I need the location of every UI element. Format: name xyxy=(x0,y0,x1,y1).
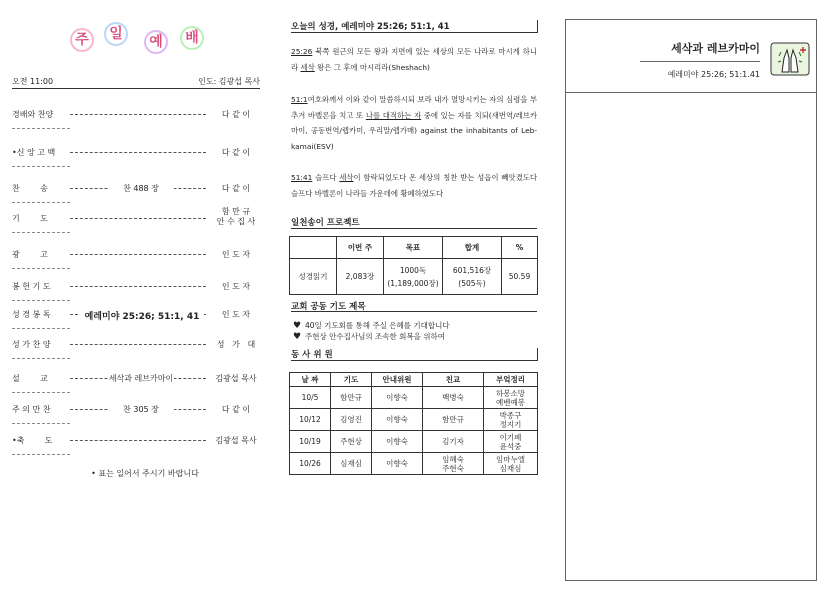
vol-cell: 김기자 xyxy=(423,431,484,453)
sermon-card-header xyxy=(566,20,816,93)
volunteers-heading-text: 동 사 위 원 xyxy=(291,350,333,360)
vol-cell: 임마누엘 심재심 xyxy=(484,453,538,475)
worship-row-person: 다 같 이 xyxy=(221,110,251,119)
worship-row-person: 다 같 이 xyxy=(221,405,251,414)
worship-row-detail: 예레미야 25:26; 51:1, 41 xyxy=(80,309,204,322)
vol-cell: 함만규 xyxy=(331,387,372,409)
vol-cell: 함만규 xyxy=(423,409,484,431)
worship-row xyxy=(12,403,260,417)
verse-ref: 51:1 xyxy=(291,95,308,104)
title-char-1: 주 xyxy=(70,28,94,52)
vol-cell: 10/26 xyxy=(290,453,331,475)
vol-cell: 이향숙 xyxy=(372,431,423,453)
bp-header: 합계 xyxy=(443,237,502,259)
verse-text: 슬프다 xyxy=(312,173,340,182)
volunteers-table xyxy=(289,372,538,475)
row-underline xyxy=(12,128,70,129)
worship-row-detail: 찬 488 장 xyxy=(108,183,174,194)
bp-cell: 2,083장 xyxy=(337,259,384,295)
vol-cell: 주현상 xyxy=(331,431,372,453)
vol-cell: 이향숙 xyxy=(372,453,423,475)
dashed-leader xyxy=(70,254,206,255)
dashed-leader xyxy=(70,440,206,441)
dashed-leader xyxy=(70,152,206,153)
sermon-title: 세삭과 레브카마이 xyxy=(671,42,760,55)
bible-project-table xyxy=(289,236,538,295)
vol-cell: 박종구 정지기 xyxy=(484,409,538,431)
worship-row-detail: 세삭과 레브카마이 xyxy=(108,374,174,383)
worship-row-label: 성 경 봉 독 xyxy=(12,310,51,319)
prayer-heading-text: 교회 공동 기도 제목 xyxy=(291,302,366,312)
prayer-item-text: 40일 기도회를 통해 주실 은혜를 기대합니다 xyxy=(305,321,450,330)
dashed-leader xyxy=(70,286,206,287)
title-char-3: 예 xyxy=(144,30,168,54)
worship-row-person: 인 도 자 xyxy=(221,282,251,291)
verse-ref: 25:26 xyxy=(291,47,313,56)
bp-header xyxy=(290,237,337,259)
verse-25-26 xyxy=(291,44,537,75)
heart-icon: ♥ xyxy=(293,332,302,342)
prayer-item xyxy=(293,331,445,342)
verse-text-rest: 왕은 그 후에 마시리라(Sheshach) xyxy=(314,62,430,72)
vol-cell: 10/5 xyxy=(290,387,331,409)
vol-cell: 이향숙 xyxy=(372,409,423,431)
vol-cell: 10/12 xyxy=(290,409,331,431)
bp-cell: 1000독 (1,189,000장) xyxy=(384,259,443,295)
vol-cell: 임혜숙 주현숙 xyxy=(423,453,484,475)
worship-row xyxy=(12,108,260,122)
vol-cell: 심재심 xyxy=(331,453,372,475)
worship-row-person: 다 같 이 xyxy=(221,184,251,193)
verse-keyword: 세삭 xyxy=(339,173,354,182)
bp-header: 목표 xyxy=(384,237,443,259)
sermon-reference: 예레미야 25:26; 51:1.41 xyxy=(667,70,760,79)
heart-icon: ♥ xyxy=(293,321,302,331)
worship-row xyxy=(12,308,260,322)
worship-row xyxy=(12,338,260,352)
bible-project-heading-text: 일천송이 프로젝트 xyxy=(291,218,360,228)
prayer-item xyxy=(293,320,450,331)
bp-cell: 50.59 xyxy=(502,259,538,295)
worship-row-label: 성 가 찬 양 xyxy=(12,340,51,349)
row-underline xyxy=(12,358,70,359)
bible-project-heading xyxy=(291,216,537,229)
verse-text-rest: 중에 있는 자를 치되(새번역/레브카마이, 공동번역/렙카미, 우리말/렙가매) against the inhabitants of Leb-kamai(ESV) xyxy=(291,110,537,151)
volunteers-body xyxy=(290,387,538,475)
vol-header: 친교 xyxy=(423,373,484,387)
worship-row-label: 기 도 xyxy=(12,214,48,223)
worship-time: 오전 11:00 xyxy=(12,77,54,86)
worship-row-person: 인 도 자 xyxy=(221,250,251,259)
worship-row-person: 성 가 대 xyxy=(216,340,256,349)
worship-row xyxy=(12,372,260,386)
bp-cell: 601,516장 (505독) xyxy=(443,259,502,295)
bp-header: 이번 주 xyxy=(337,237,384,259)
worship-row-person: 함 만 규 안 수 집 사 xyxy=(216,207,256,226)
vol-cell: 이향숙 xyxy=(372,387,423,409)
vol-cell: 하봉소망 예벤예봉 xyxy=(484,387,538,409)
praying-hands-icon xyxy=(770,42,810,76)
vol-cell: 백병숙 xyxy=(423,387,484,409)
table-row xyxy=(290,453,538,475)
worship-row-label: 찬 송 xyxy=(12,184,48,193)
verse-text: 북쪽 원근의 모든 왕과 지면에 있는 세상의 모든 나라로 마시게 하니라 xyxy=(291,47,537,72)
worship-row-label: 봉 헌 기 도 xyxy=(12,282,51,291)
verse-text-rest: 이 함락되었도다 온 세상의 칭찬 받는 성읍이 빼앗겼도다 슬프다 바벨론이 나라들 가운데에 황폐하였도다 xyxy=(291,173,538,198)
worship-row-label: •축 도 xyxy=(12,436,53,445)
verse-text: 여호와께서 이와 같이 말씀하시되 보라 내가 멸망시키는 자의 심령을 부추겨 바벨론을 치고 또 xyxy=(291,95,537,120)
worship-row xyxy=(12,434,260,448)
table-row xyxy=(290,431,538,453)
row-underline xyxy=(12,328,70,329)
worship-row xyxy=(12,182,260,196)
table-row xyxy=(290,387,538,409)
title-char-2: 일 xyxy=(104,22,128,46)
worship-row xyxy=(12,280,260,294)
row-underline xyxy=(12,423,70,424)
row-underline xyxy=(12,300,70,301)
worship-row-label: 주 의 만 찬 xyxy=(12,405,51,414)
standing-note: • 표는 일어서 주시기 바랍니다 xyxy=(91,469,199,478)
sermon-title-rule xyxy=(640,61,760,62)
prayer-heading xyxy=(291,300,537,312)
bp-cell: 성경읽기 xyxy=(290,259,337,295)
verse-51-1 xyxy=(291,92,537,154)
vol-header: 부엌정리 xyxy=(484,373,538,387)
vol-cell: 10/19 xyxy=(290,431,331,453)
row-underline xyxy=(12,454,70,455)
row-underline xyxy=(12,202,70,203)
row-underline xyxy=(12,268,70,269)
volunteers-heading xyxy=(291,348,538,361)
worship-row-person: 다 같 이 xyxy=(221,148,251,157)
worship-row-label: •신 앙 고 백 xyxy=(12,148,56,157)
verse-keyword: 나를 대적하는 자 xyxy=(365,110,422,120)
worship-header xyxy=(12,74,260,89)
prayer-item-text: 주현상 안수집사님의 조속한 회복을 위하여 xyxy=(305,332,445,341)
verse-51-41 xyxy=(291,170,537,201)
row-underline xyxy=(12,166,70,167)
worship-row-label: 설 교 xyxy=(12,374,48,383)
vol-cell: 김영진 xyxy=(331,409,372,431)
vol-cell: 이기폐 윤석중 xyxy=(484,431,538,453)
dashed-leader xyxy=(70,218,206,219)
row-underline xyxy=(12,392,70,393)
worship-leader: 인도: 김광섭 목사 xyxy=(198,77,260,86)
verse-ref: 51:41 xyxy=(291,173,313,182)
worship-row xyxy=(12,146,260,160)
worship-row-person: 김광섭 목사 xyxy=(215,374,257,383)
row-underline xyxy=(12,232,70,233)
worship-row-label: 광 고 xyxy=(12,250,48,259)
dashed-leader xyxy=(70,114,206,115)
worship-row-person: 김광섭 목사 xyxy=(215,436,257,445)
scripture-heading xyxy=(291,20,538,33)
vol-header: 날 짜 xyxy=(290,373,331,387)
worship-row xyxy=(12,207,260,226)
scripture-heading-text: 오늘의 성경, 예레미야 25:26; 51:1, 41 xyxy=(291,22,450,32)
vol-header: 기도 xyxy=(331,373,372,387)
verse-keyword: 세삭 xyxy=(300,62,315,72)
dashed-leader xyxy=(70,344,206,345)
worship-row-person: 인 도 자 xyxy=(221,310,251,319)
sermon-card xyxy=(565,19,817,581)
worship-row-detail: 찬 305 장 xyxy=(108,404,174,415)
vol-header: 안내위원 xyxy=(372,373,423,387)
bp-header: % xyxy=(502,237,538,259)
worship-row xyxy=(12,248,260,262)
title-char-4: 배 xyxy=(180,26,204,50)
worship-row-label: 경배와 찬양 xyxy=(12,110,54,119)
table-row xyxy=(290,409,538,431)
